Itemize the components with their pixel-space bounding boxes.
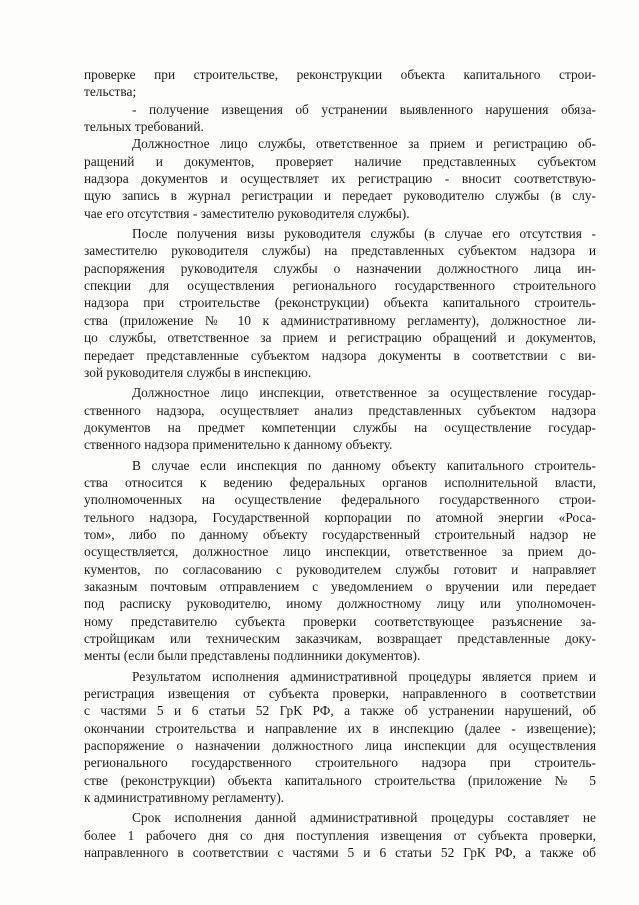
paragraph-4 xyxy=(84,225,596,381)
text-line: ственного надзора применительно к данному объекту. xyxy=(84,437,393,453)
document-body xyxy=(84,66,596,861)
text-line: документов на предмет компетенции службы на осуществление государ- xyxy=(84,419,596,435)
text-line: тельного надзора, Государственной корпорации по атомной энергии «Роса- xyxy=(84,509,596,525)
text-line: спекции для осуществления регионального государственного строительного xyxy=(84,278,596,294)
text-line: том», либо по данному объекту государственный строительный надзор не xyxy=(84,526,596,542)
text-line: к административному регламенту). xyxy=(84,790,285,806)
text-line: тельных требований. xyxy=(84,119,204,135)
text-line: - получение извещения об устранении выявленного нарушения обяза- xyxy=(132,101,596,117)
text-line: тельства; xyxy=(84,84,137,100)
text-line: осуществляется, должностное лицо инспекции, ответственное за прием до- xyxy=(84,544,596,560)
text-line: заместителю руководителя службы) на представленных субъектом надзора и xyxy=(84,243,596,259)
text-line: стве (реконструкции) объекта капитального строительства (приложение № 5 xyxy=(84,772,596,788)
text-line: После получения визы руководителя службы (в случае его отсутствия - xyxy=(132,226,596,242)
paragraph-2 xyxy=(84,101,596,136)
text-line: передает представленные субъектом надзора документы в соответствии с ви- xyxy=(84,347,596,363)
text-line: направленного в соответствии с частями 5 и 6 статьи 52 ГрК РФ, а также об xyxy=(84,845,596,861)
paragraph-3 xyxy=(84,135,596,222)
text-line: заказным почтовым отправлением с уведомлением о вручении или передает xyxy=(84,578,596,594)
text-line: Должностное лицо инспекции, ответственное за осуществление государ- xyxy=(132,385,596,401)
text-line: распоряжения руководителя службы о назначении должностного лица ин- xyxy=(84,260,596,276)
text-line: чае его отсутствия - заместителю руководителя службы). xyxy=(84,205,410,221)
text-line: более 1 рабочего дня со дня поступления извещения от субъекта проверки, xyxy=(84,827,596,843)
paragraph-7 xyxy=(84,668,596,807)
paragraph-5 xyxy=(84,384,596,453)
text-line: проверке при строительстве, реконструкции объекта капитального строи- xyxy=(84,67,596,82)
text-line: зой руководителя службы в инспекцию. xyxy=(84,364,312,380)
text-line: окончании строительства и направление их в инспекцию (далее - извещение); xyxy=(84,720,596,736)
text-line: стройщикам или техническим заказчикам, возвращает представленные доку- xyxy=(84,631,596,646)
text-line: Результатом исполнения административной процедуры является прием и xyxy=(132,668,596,684)
paragraph-8 xyxy=(84,809,596,861)
text-line: ства относится к ведению федеральных органов исполнительной власти, xyxy=(84,474,596,490)
text-line: кументов, по согласованию с руководителем службы готовит и направляет xyxy=(84,561,596,577)
text-line: ному представителю субъекта проверки соответствующее разъяснение за- xyxy=(84,613,596,629)
paragraph-6 xyxy=(84,457,596,665)
text-line: регионального государственного строительного надзора при строитель- xyxy=(84,755,596,771)
text-line: надзора при строительстве (реконструкции) объекта капитального строитель- xyxy=(84,295,596,311)
text-line: щую запись в журнал регистрации и передает руководителю службы (в слу- xyxy=(84,188,596,204)
text-line: уполномоченных на осуществление федерального государственного строи- xyxy=(84,492,596,508)
text-line: менты (если были представлены подлинники документов). xyxy=(84,648,421,664)
text-line: цо службы, ответственное за прием и регистрацию обращений и документов, xyxy=(84,330,596,346)
text-line: ства (приложение № 10 к административному регламенту), должностное ли- xyxy=(84,312,596,328)
text-line: ращений и документов, проверяет наличие представленных субъектом xyxy=(84,153,596,169)
text-line: надзора документов и осуществляет их регистрацию - вносит соответствую- xyxy=(84,171,596,187)
text-line: В случае если инспекция по данному объекту капитального строитель- xyxy=(132,457,596,473)
text-line: распоряжение о назначении должностного лица инспекции для осуществления xyxy=(84,738,596,754)
text-line: Должностное лицо службы, ответственное за прием и регистрацию об- xyxy=(132,136,596,152)
text-line: под расписку руководителю, иному должностному лицу или уполномочен- xyxy=(84,596,596,612)
paragraph-1 xyxy=(84,66,596,101)
text-line: регистрация извещения от субъекта проверки, направленного в соответствии xyxy=(84,686,596,702)
text-line: с частями 5 и 6 статьи 52 ГрК РФ, а также об устранении нарушений, об xyxy=(84,703,596,719)
text-line: ственного надзора, осуществляет анализ представленных субъектом надзора xyxy=(84,402,596,418)
text-line: Срок исполнения данной административной процедуры составляет не xyxy=(132,810,596,826)
